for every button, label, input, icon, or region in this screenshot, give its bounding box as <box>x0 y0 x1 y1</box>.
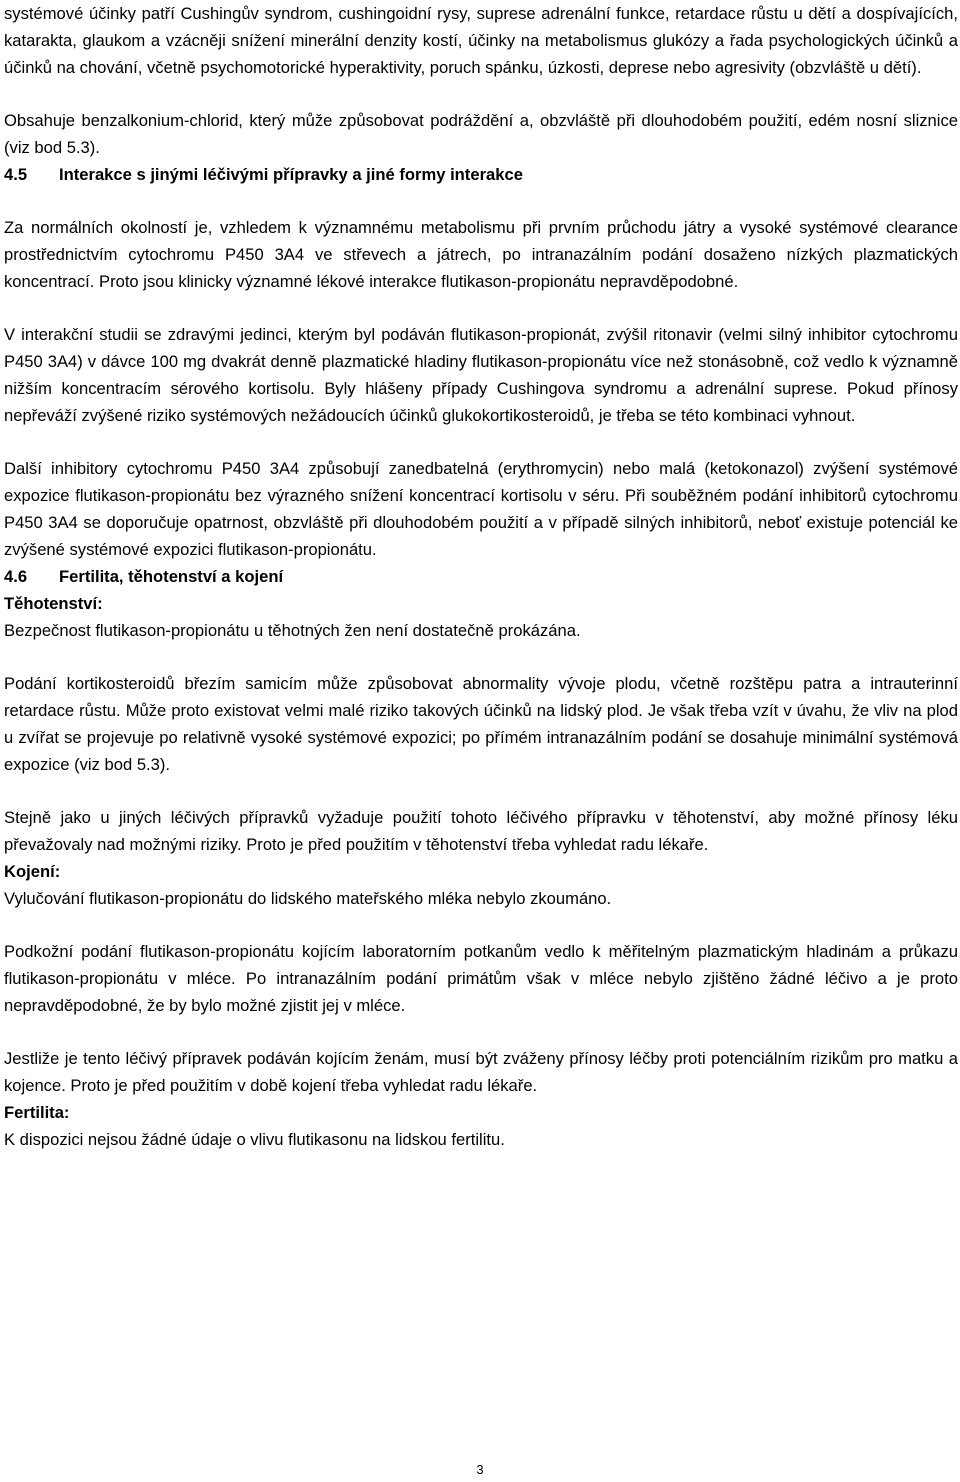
document-page <box>4 0 958 1153</box>
section-heading-4-6 <box>4 563 958 590</box>
paragraph-pregnancy-benefit-risk: Stejně jako u jiných léčivých přípravků vyžaduje použití tohoto léčivého přípravku v těhotenství, aby možné přínosy léku převažovaly nad možnými riziky. Proto je před použitím v těhotenství třeba vyhledat radu lékaře. <box>4 808 958 854</box>
section-number: 4.6 <box>4 567 28 586</box>
paragraph-fertility: K dispozici nejsou žádné údaje o vlivu flutikasonu na lidskou fertilitu. <box>4 1130 505 1149</box>
paragraph-systemic-effects: systémové účinky patří Cushingův syndrom, cushingoidní rysy, suprese adrenální funkce, retardace růstu u dětí a dospívajících, katarakta, glaukom a vzácněji snížení minerální denzity kostí, účinky na metabolismus glukózy a řada psychologických účinků a účinků na chování, včetně psychomotorické hyperaktivity, poruch spánku, úzkosti, deprese nebo agresivity (obzvláště u dětí). <box>4 4 958 77</box>
section-title: Fertilita, těhotenství a kojení <box>59 567 284 586</box>
paragraph-ritonavir-study: V interakční studii se zdravými jedinci, kterým byl podáván flutikason-propionát, zvýšil ritonavir (velmi silný inhibitor cytochromu P450 3A4) v dávce 100 mg dvakrát denně plazmatické hladiny flutikason-propionátu více než stonásobně, což vedlo k významně nižším koncentracím sérového kortisolu. Byly hlášeny případy Cushingova syndromu a adrenální suprese. Pokud přínosy nepřeváží zvýšené riziko systémových nežádoucích účinků glukokortikosteroidů, je třeba se této kombinaci vyhnout. <box>4 325 958 425</box>
paragraph-breastfeeding-risk: Jestliže je tento léčivý přípravek podáván kojícím ženám, musí být zváženy přínosy léčby proti potenciálním rizikům pro matku a kojence. Proto je před použitím v době kojení třeba vyhledat radu lékaře. <box>4 1049 958 1095</box>
subheading-fertility: Fertilita: <box>4 1103 70 1122</box>
paragraph-other-inhibitors: Další inhibitory cytochromu P450 3A4 způsobují zanedbatelná (erythromycin) nebo malá (ketokonazol) zvýšení systémové expozice flutikason-propionátu bez výrazného snížení koncentrací kortisolu v séru. Při souběžném podání inhibitorů cytochromu P450 3A4 se doporučuje opatrnost, obzvláště při dlouhodobém použití a v případě silných inhibitorů, neboť existuje potenciál ke zvýšené systémové expozici flutikason-propionátu. <box>4 459 958 559</box>
section-heading-4-5 <box>4 161 958 188</box>
section-title: Interakce s jinými léčivými přípravky a jiné formy interakce <box>59 165 523 184</box>
paragraph-rat-study: Podkožní podání flutikason-propionátu kojícím laboratorním potkanům vedlo k měřitelným plazmatickým hladinám a průkazu flutikason-propionátu v mléce. Po intranazálním podání primátům však v mléce nebylo zjištěno žádné léčivo a je proto nepravděpodobné, že by bylo možné zjistit jej v mléce. <box>4 942 958 1015</box>
paragraph-corticosteroids-animals: Podání kortikosteroidů březím samicím může způsobovat abnormality vývoje plodu, včetně rozštěpu patra a intrauterinní retardace růstu. Může proto existovat velmi malé riziko takových účinků na lidský plod. Je však třeba vzít v úvahu, že vliv na plod u zvířat se projevuje po relativně vysoké systémové expozici; po přímém intranazálním podání se dosahuje minimální systémová expozice (viz bod 5.3). <box>4 674 958 774</box>
paragraph-normal-conditions: Za normálních okolností je, vzhledem k významnému metabolismu při prvním průchodu játry a vysoké systémové clearance prostřednictvím cytochromu P450 3A4 ve střevech a játrech, po intranazálním podání dosaženo nízkých plazmatických koncentrací. Proto jsou klinicky významné lékové interakce flutikason-propionátu nepravděpodobné. <box>4 218 958 291</box>
paragraph-milk-excretion: Vylučování flutikason-propionátu do lidského mateřského mléka nebylo zkoumáno. <box>4 889 612 908</box>
subheading-pregnancy: Těhotenství: <box>4 594 103 613</box>
paragraph-benzalkonium: Obsahuje benzalkonium-chlorid, který může způsobovat podráždění a, obzvláště při dlouhodobém použití, edém nosní sliznice (viz bod 5.3). <box>4 111 958 157</box>
paragraph-pregnancy-safety: Bezpečnost flutikason-propionátu u těhotných žen není dostatečně prokázána. <box>4 621 581 640</box>
subheading-lactation: Kojení: <box>4 862 61 881</box>
section-number: 4.5 <box>4 165 28 184</box>
page-number: 3 <box>476 1462 484 1477</box>
